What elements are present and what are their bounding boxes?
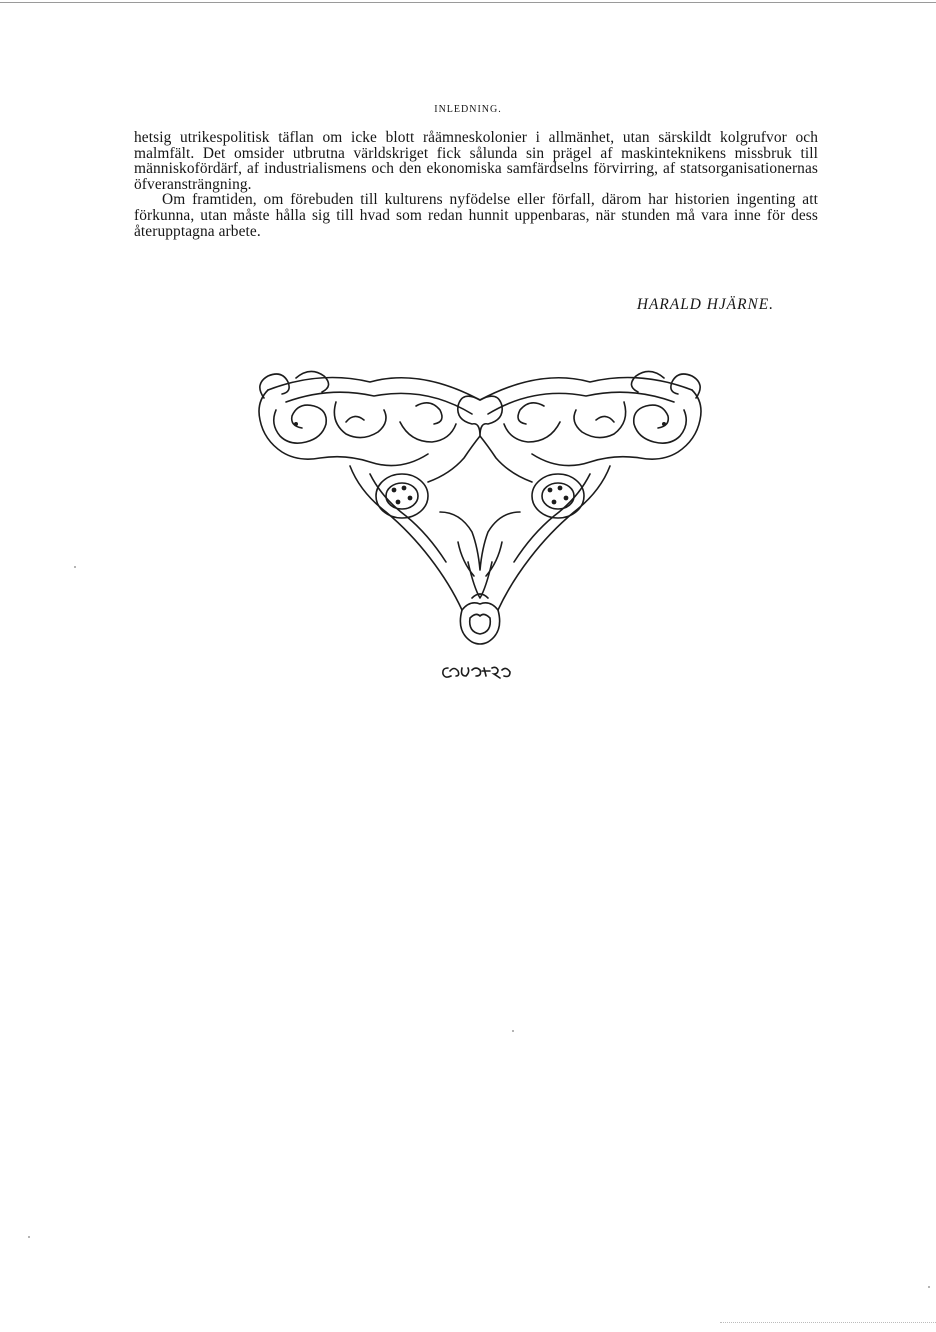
author-signature: HARALD HJÄRNE.: [636, 296, 774, 313]
page-edge-bottom: [720, 1322, 936, 1323]
paper-speck: [28, 1236, 30, 1238]
ornament-right-flank: [498, 466, 610, 610]
page-edge-top: [0, 2, 936, 3]
body-text: [134, 130, 818, 239]
paper-speck: [928, 1286, 930, 1288]
paper-speck: [512, 1030, 514, 1032]
paper-speck: [74, 566, 76, 568]
running-head: INLEDNING.: [434, 104, 502, 115]
ornament-bottom-loop: [460, 603, 499, 644]
artist-monogram-mark: [440, 662, 514, 682]
ornament-center-loop: [458, 396, 502, 436]
paragraph: Om framtiden, om förebuden till kulturens nyfödelse eller förfall, därom har historien ingenting att förkunna, utan måste hålla sig till hvad som redan hunnit uppenbaras, när stunden må vara inne för dess återupptagna arbete.: [134, 191, 818, 240]
paragraph: hetsig utrikespolitisk täflan om icke blott råämneskolonier i allmänhet, utan särskildt kolgrufvor och malmfält. Det omsider utbrutna världskriget fick sålunda sin prägel af maskinteknikens missbruk till människofördärf, af industrialismens och den ekonomiska samfärdselns förvirring, af statsorganisationernas öfveransträngning.: [134, 129, 818, 193]
ornament-outer-arch: [268, 378, 692, 401]
ornament-inner-arch: [286, 392, 674, 414]
ornament-vignette: [250, 362, 710, 652]
